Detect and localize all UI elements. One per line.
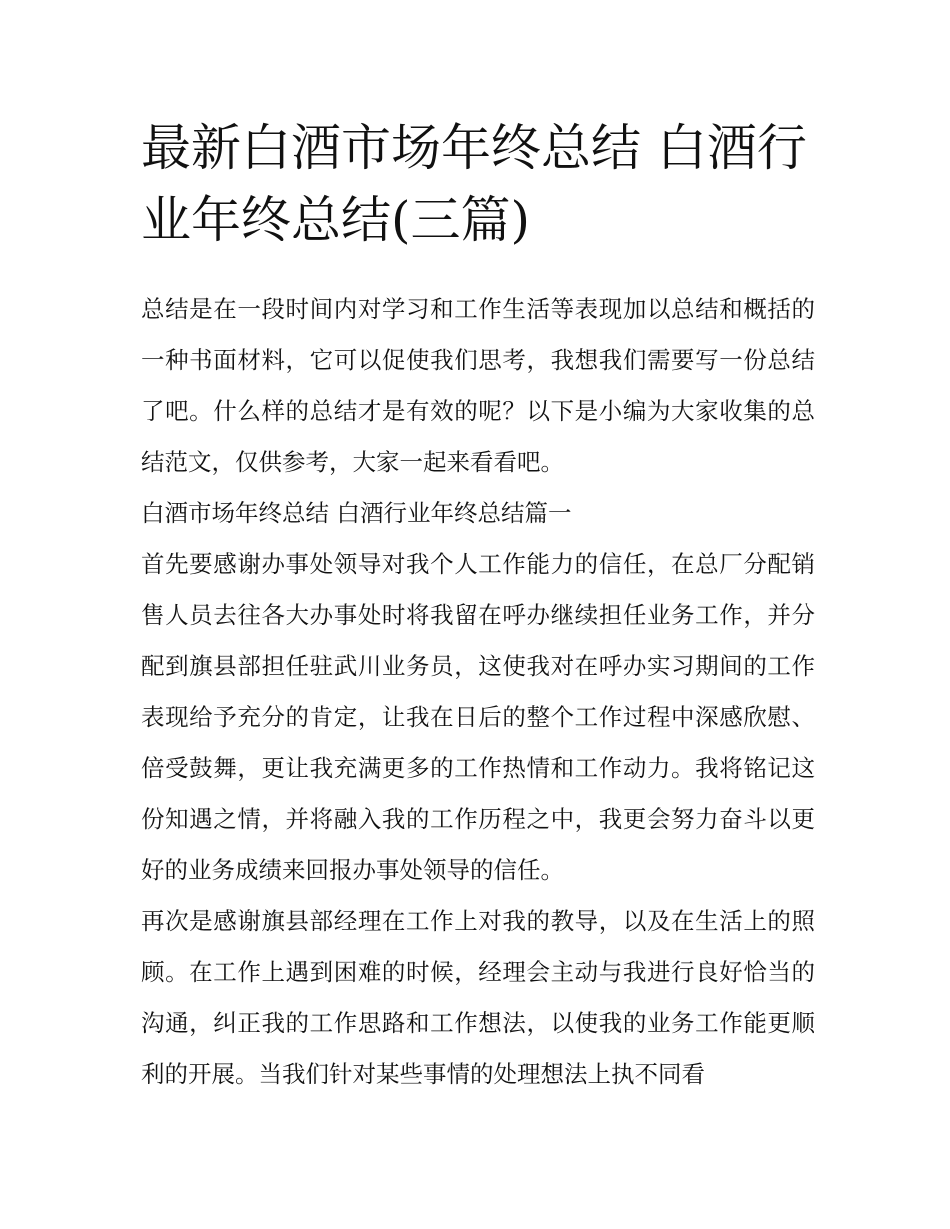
body-paragraph-1: 首先要感谢办事处领导对我个人工作能力的信任，在总厂分配销售人员去往各大办事处时将我留在呼办继续担任业务工作，并分配到旗县部担任驻武川业务员，这使我对在呼办实习期间的工作表现给予充分的肯定，让我在日后的整个工作过程中深感欣慰、倍受鼓舞，更让我充满更多的工作热情和工作动力。我将铭记这份知遇之情，并将融入我的工作历程之中，我更会努力奋斗以更好的业务成绩来回报办事处领导的信任。	[141, 550, 815, 884]
body-paragraph-2: 再次是感谢旗县部经理在工作上对我的教导，以及在生活上的照顾。在工作上遇到困难的时候，经理会主动与我进行良好恰当的沟通，纠正我的工作思路和工作想法，以使我的业务工作能更顺利的开展。当我们针对某些事情的处理想法上执不同看	[141, 907, 815, 1088]
section-heading: 白酒市场年终总结 白酒行业年终总结篇一	[141, 499, 572, 527]
document-page	[141, 112, 815, 1100]
intro-paragraph: 总结是在一段时间内对学习和工作生活等表现加以总结和概括的一种书面材料，它可以促使我们思考，我想我们需要写一份总结了吧。什么样的总结才是有效的呢？以下是小编为大家收集的总结范文，仅供参考，大家一起来看看吧。	[141, 295, 815, 476]
document-title: 最新白酒市场年终总结 白酒行业年终总结(三篇)	[141, 119, 807, 249]
